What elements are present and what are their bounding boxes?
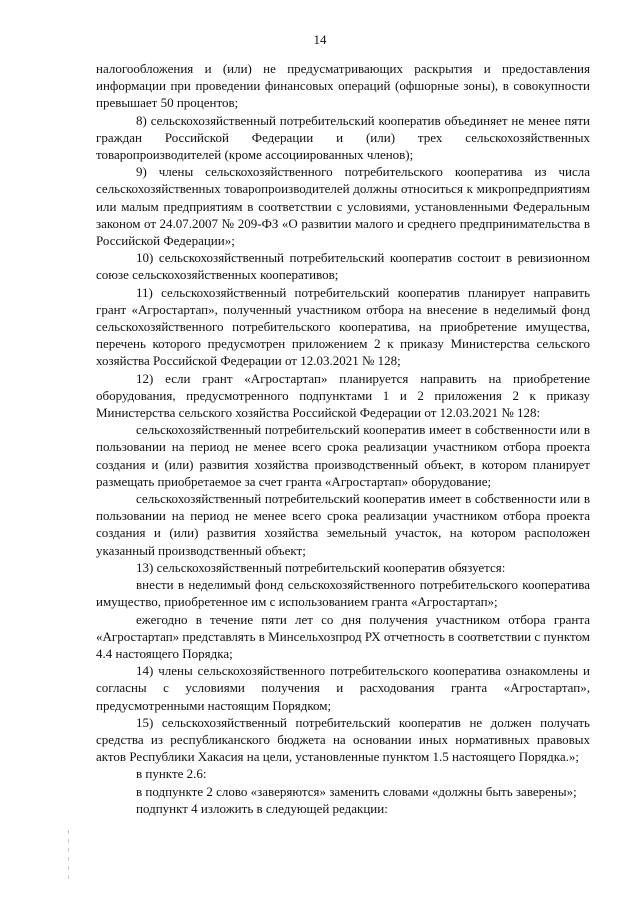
- paragraph-item-9: 9) члены сельскохозяйственного потребительского кооператива из числа сельскохозяйственных товаропроизводителей должны относиться к микропредприятиям или малым предприятиям в соответствии с условиями, установленными Федеральным законом от 24.07.2007 № 209-ФЗ «О развитии малого и среднего предпринимательства в Российской Федерации»;: [96, 164, 590, 249]
- paragraph-item-13: 13) сельскохозяйственный потребительский кооператив обязуется:: [136, 559, 506, 575]
- paragraph-subpoint-2: в подпункте 2 слово «заверяются» заменить словами «должны быть заверены»;: [136, 783, 577, 799]
- page-number: 14: [313, 32, 327, 47]
- paragraph-item-8: 8) сельскохозяйственный потребительский кооператив объединяет не менее пяти граждан Российской Федерации и (или) трех сельскохозяйственных товаропроизводителей (кроме ассоциированных членов);: [96, 112, 590, 163]
- paragraph-item-13-sub-2: ежегодно в течение пяти лет со дня получения участником отбора гранта «Агростартап» представлять в Минсельхозпрод РХ отчетность в соответствии с пунктом 4.4 настоящего Порядка;: [96, 611, 590, 661]
- paragraph-item-10: 10) сельскохозяйственный потребительский кооператив состоит в ревизионном союзе сельскохозяйственных кооперативов;: [96, 250, 590, 283]
- paragraph-point-2-6: в пункте 2.6:: [136, 766, 207, 782]
- paragraph-item-11: 11) сельскохозяйственный потребительский кооператив планирует направить грант «Агростартап», полученный участником отбора на внесение в неделимый фонд сельскохозяйственного потребительского кооператива, на приобретение имущества, перечень которого предусмотрен приложением 2 к приказу Министерства сельского хозяйства Российской Федерации от 12.03.2021 № 128;: [96, 284, 590, 369]
- paragraph-continuation: налогообложения и (или) не предусматривающих раскрытия и предоставления информации при проведении финансовых операций (офшорные зоны), в совокупности превышает 50 процентов;: [96, 61, 590, 111]
- margin-scan-marks: [66, 830, 72, 890]
- paragraph-item-12: 12) если грант «Агростартап» планируется направить на приобретение оборудования, предусмотренного подпунктами 1 и 2 приложения 2 к приказу Министерства сельского хозяйства Российской Федерации от 12.03.2021 № 128:: [96, 370, 590, 421]
- paragraph-item-13-sub-1: внести в неделимый фонд сельскохозяйственного потребительского кооператива имущество, приобретенное им с использованием гранта «Агростартап»;: [96, 577, 590, 610]
- paragraph-item-12-sub-2: сельскохозяйственный потребительский кооператив имеет в собственности или в пользовании на период не менее всего срока реализации участником отбора проекта создания и (или) развития хозяйства земельный участок, на котором расположен указанный производственный объект;: [96, 491, 590, 558]
- paragraph-item-12-sub-1: сельскохозяйственный потребительский кооператив имеет в собственности или в пользовании на период не менее всего срока реализации участником отбора проекта создания и (или) развития хозяйства производственный объект, в котором планирует размещать приобретаемое за счет гранта «Агростартап» оборудование;: [96, 422, 590, 489]
- paragraph-subpoint-4: подпункт 4 изложить в следующей редакции:: [136, 800, 388, 816]
- document-body: [96, 60, 590, 817]
- paragraph-item-15: 15) сельскохозяйственный потребительский кооператив не должен получать средства из республиканского бюджета на основании иных нормативных правовых актов Республики Хакасия на цели, установленные пунктом 1.5 настоящего Порядка.»;: [96, 714, 590, 765]
- paragraph-item-14: 14) члены сельскохозяйственного потребительского кооператива ознакомлены и согласны с условиями получения и расходования гранта «Агростартап», предусмотренными настоящим Порядком;: [96, 663, 590, 713]
